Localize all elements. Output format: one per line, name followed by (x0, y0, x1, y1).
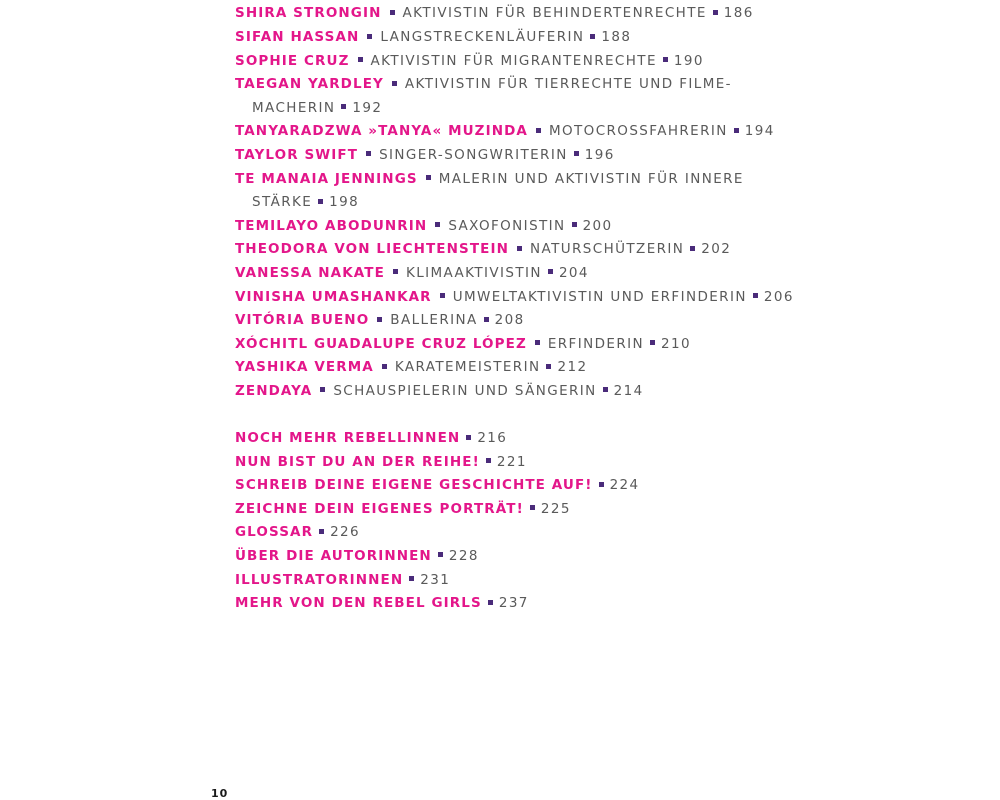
extra-page: 231 (420, 571, 451, 588)
entry-name: VINISHA UMASHANKAR (235, 288, 432, 305)
extra-name: ZEICHNE DEIN EIGENES PORTRÄT! (235, 500, 524, 517)
bullet-square (572, 222, 577, 227)
entry-continuation (235, 97, 815, 121)
bullet-square (690, 246, 695, 251)
toc-entry (235, 380, 815, 404)
bullet-square (546, 364, 551, 369)
extra-page: 237 (498, 595, 529, 612)
extra-page: 224 (609, 477, 640, 494)
extra-name: ÜBER DIE AUTORINNEN (235, 547, 432, 564)
entry-description: BALLERINA (390, 312, 478, 329)
entry-description: NATURSCHÜTZERIN (529, 241, 685, 258)
bullet-square (650, 340, 655, 345)
toc-extra-entry (235, 521, 640, 545)
toc-entry (235, 0, 815, 26)
entry-page: 210 (660, 335, 691, 352)
toc-entry (235, 286, 815, 310)
toc-extra-entry (235, 569, 640, 593)
extra-page: 228 (448, 547, 479, 564)
toc-extra-list (235, 427, 640, 616)
extra-page: 221 (496, 453, 527, 470)
entry-description: LANGSTRECKENLÄUFERIN (380, 29, 585, 45)
toc-entry (235, 215, 815, 239)
entry-description: SAXOFONISTIN (448, 217, 566, 234)
entry-name: VANESSA NAKATE (235, 264, 385, 281)
bullet-square (488, 600, 493, 605)
entry-page: 196 (584, 146, 615, 163)
bullet-square (466, 435, 471, 440)
bullet-square (426, 175, 431, 180)
bullet-square (319, 529, 324, 534)
bullet-square (377, 317, 382, 322)
bullet-square (367, 34, 372, 39)
toc-extra-entry (235, 498, 640, 522)
entry-name: TAYLOR SWIFT (235, 146, 359, 163)
entry-description: MOTOCROSSFAHRERIN (548, 123, 728, 140)
entry-name: TAEGAN YARDLEY (235, 76, 384, 93)
toc-extra-entry (235, 451, 640, 475)
bullet-square (440, 293, 445, 298)
extra-name: GLOSSAR (235, 524, 314, 541)
bullet-square (390, 10, 395, 15)
entry-page: 190 (673, 52, 704, 69)
toc-list (235, 0, 815, 404)
extra-name: ILLUSTRATORINNEN (235, 571, 404, 588)
bullet-square (734, 128, 739, 133)
entry-continuation (235, 191, 815, 215)
toc-entry (235, 120, 815, 144)
extra-page: 225 (540, 500, 571, 517)
bullet-square (341, 104, 346, 109)
entry-description: AKTIVISTIN FÜR MIGRANTENRECHTE (370, 52, 657, 69)
bullet-square (517, 246, 522, 251)
bullet-square (599, 482, 604, 487)
entry-description-cont: STÄRKE (252, 194, 313, 211)
bullet-square (486, 458, 491, 463)
bullet-square (320, 387, 325, 392)
bullet-square (663, 57, 668, 62)
toc-entry (235, 144, 815, 168)
entry-description-cont: MACHERIN (252, 99, 336, 116)
extra-page: 216 (477, 430, 508, 446)
entry-description: SCHAUSPIELERIN UND SÄNGERIN (333, 382, 597, 399)
entry-description: KARATEMEISTERIN (394, 359, 541, 376)
entry-page: 208 (494, 312, 525, 329)
entry-description: SINGER-SONGWRITERIN (379, 146, 568, 163)
toc-extra-entry (235, 545, 640, 569)
entry-page: 202 (701, 241, 732, 258)
toc-extra-entry (235, 474, 640, 498)
entry-page: 200 (582, 217, 613, 234)
toc-entry (235, 26, 815, 50)
entry-page: 186 (723, 5, 754, 21)
bullet-square (435, 222, 440, 227)
bullet-square (358, 57, 363, 62)
bullet-square (603, 387, 608, 392)
entry-name: THEODORA VON LIECHTENSTEIN (235, 241, 509, 258)
toc-entry (235, 73, 815, 120)
entry-name: VITÓRIA BUENO (235, 312, 370, 329)
entry-description: MALERIN UND AKTIVISTIN FÜR INNERE (438, 170, 744, 187)
entry-page: 204 (558, 264, 589, 281)
entry-page: 192 (352, 99, 383, 116)
extra-name: MEHR VON DEN REBEL GIRLS (235, 595, 482, 612)
bullet-square (366, 151, 371, 156)
entry-page: 206 (763, 288, 794, 305)
bullet-square (438, 552, 443, 557)
entry-page: 188 (601, 29, 632, 45)
toc-entry (235, 168, 815, 215)
bullet-square (393, 269, 398, 274)
entry-name: YASHIKA VERMA (235, 359, 374, 376)
entry-page: 194 (744, 123, 775, 140)
toc-extra-entry (235, 427, 640, 451)
bullet-square (382, 364, 387, 369)
toc-entry (235, 50, 815, 74)
entry-page: 214 (613, 382, 644, 399)
bullet-square (713, 10, 718, 15)
extra-page: 226 (330, 524, 361, 541)
entry-page: 198 (329, 194, 360, 211)
bullet-square (535, 340, 540, 345)
entry-description: KLIMAAKTIVISTIN (405, 264, 542, 281)
toc-entry (235, 238, 815, 262)
bullet-square (409, 576, 414, 581)
bullet-square (536, 128, 541, 133)
bullet-square (548, 269, 553, 274)
entry-name: SHIRA STRONGIN (235, 5, 382, 21)
entry-description: AKTIVISTIN FÜR BEHINDERTENRECHTE (402, 5, 707, 21)
entry-name: XÓCHITL GUADALUPE CRUZ LÓPEZ (235, 335, 527, 352)
extra-name: NOCH MEHR REBELLINNEN (235, 430, 461, 446)
entry-name: SIFAN HASSAN (235, 29, 360, 45)
page-number: 10 (211, 787, 229, 800)
bullet-square (753, 293, 758, 298)
entry-name: TEMILAYO ABODUNRIN (235, 217, 428, 234)
toc-entry (235, 333, 815, 357)
entry-description: AKTIVISTIN FÜR TIERRECHTE UND FILME- (404, 76, 732, 93)
entry-name: TANYARADZWA »TANYA« MUZINDA (235, 123, 528, 140)
bullet-square (590, 34, 595, 39)
entry-page: 212 (557, 359, 588, 376)
entry-description: UMWELTAKTIVISTIN UND ERFINDERIN (452, 288, 747, 305)
entry-name: SOPHIE CRUZ (235, 52, 350, 69)
entry-name: TE MANAIA JENNINGS (235, 170, 418, 187)
bullet-square (318, 199, 323, 204)
bullet-square (530, 505, 535, 510)
toc-entry (235, 309, 815, 333)
bullet-square (484, 317, 489, 322)
entry-name: ZENDAYA (235, 382, 313, 399)
toc-entry (235, 262, 815, 286)
toc-entry (235, 356, 815, 380)
bullet-square (574, 151, 579, 156)
extra-name: SCHREIB DEINE EIGENE GESCHICHTE AUF! (235, 477, 593, 494)
toc-extra-entry (235, 592, 640, 616)
entry-description: ERFINDERIN (547, 335, 644, 352)
bullet-square (392, 81, 397, 86)
extra-name: NUN BIST DU AN DER REIHE! (235, 453, 480, 470)
